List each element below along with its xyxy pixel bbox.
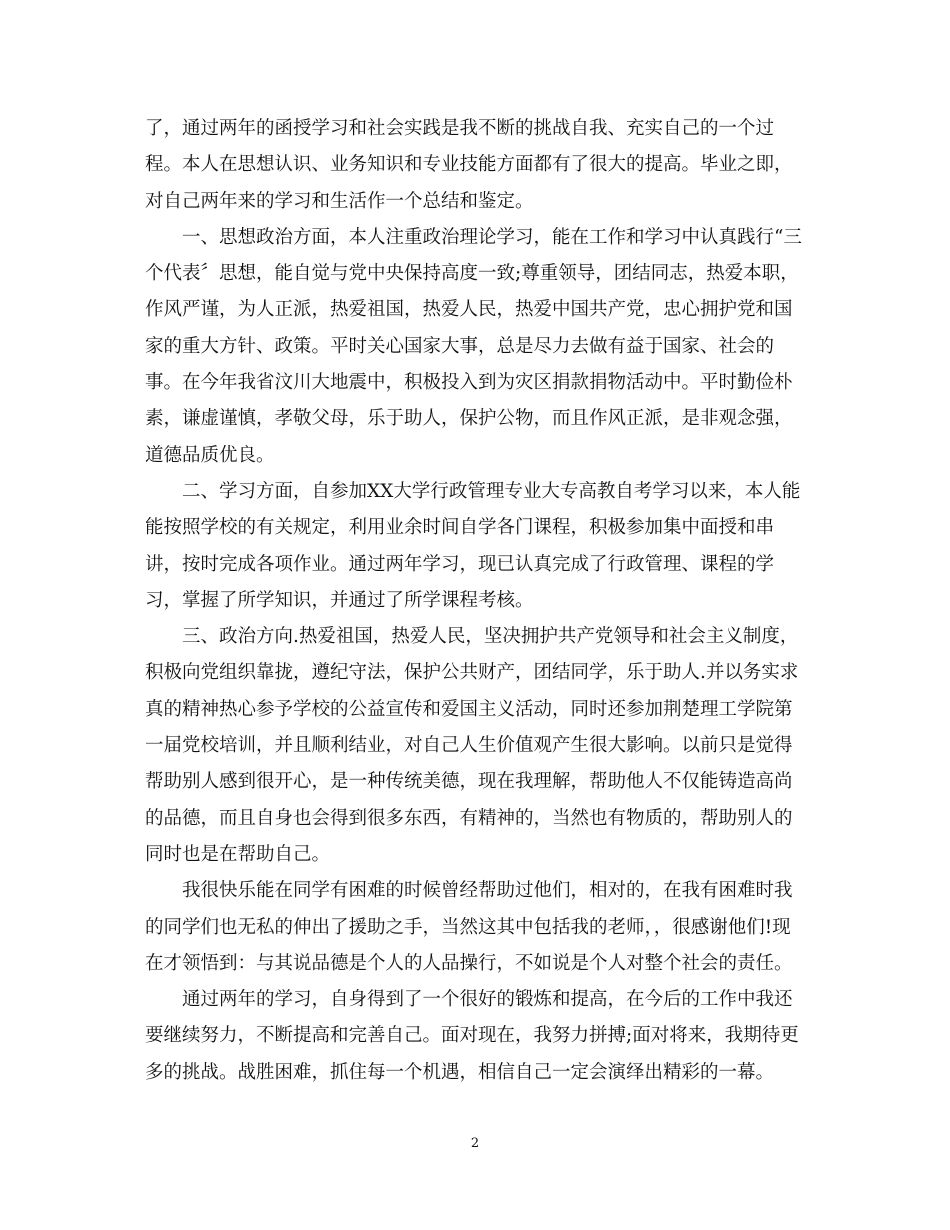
text-line: 一、思想政治方面，本人注重政治理论学习，能在工作和学习中认真践行“三 (145, 226, 802, 248)
text-line: 二、学习方面，自参加XX大学行政管理专业大专高教自考学习以来，本人能 (145, 480, 801, 502)
page-number: 2 (470, 1136, 480, 1151)
text-line: 的同学们也无私的伸出了援助之手，当然这其中包括我的老师，，很感谢他们!现 (145, 916, 791, 938)
text-line: 一届党校培训，并且顺利结业，对自己人生价值观产生很大影响。以前只是觉得 (145, 735, 793, 757)
text-line: 多的挑战。战胜困难，抓住每一个机遇，相信自己一定会演绎出精彩的一幕。 (145, 1061, 775, 1083)
body-text (145, 111, 805, 1091)
text-line: 帮助别人感到很开心，是一种传统美德，现在我理解，帮助他人不仅能铸造高尚 (145, 771, 793, 793)
text-line: 道德品质优良。 (145, 444, 275, 466)
text-line: 积极向党组织靠拢，遵纪守法，保护公共财产，团结同学，乐于助人.并以务实求 (145, 662, 799, 684)
text-line: 的品德，而且自身也会得到很多东西，有精神的，当然也有物质的，帮助别人的 (145, 807, 793, 829)
text-line: 了，通过两年的函授学习和社会实践是我不断的挑战自我、充实自己的一个过 (145, 118, 775, 139)
text-line: 同时也是在帮助自己。 (145, 843, 331, 865)
text-line: 作风严谨，为人正派，热爱祖国，热爱人民，热爱中国共产党，忠心拥护党和国 (145, 299, 793, 321)
text-line: 在才领悟到：与其说品德是个人的人品操行，不如说是个人对整个社会的责任。 (145, 952, 793, 974)
text-line: 对自己两年来的学习和生活作一个总结和鉴定。 (145, 190, 534, 212)
text-line: 通过两年的学习，自身得到了一个很好的锻炼和提高，在今后的工作中我还 (145, 989, 793, 1011)
text-line: 程。本人在思想认识、业务知识和专业技能方面都有了很大的提高。毕业之即， (145, 154, 793, 176)
text-line: 我很快乐能在同学有困难的时候曾经帮助过他们，相对的，在我有困难时我 (145, 880, 793, 902)
text-line: 习，掌握了所学知识，并通过了所学课程考核。 (145, 589, 534, 611)
text-line: 能按照学校的有关规定，利用业余时间自学各门课程，积极参加集中面授和串 (145, 517, 775, 539)
text-line: 个代表〞思想，能自觉与党中央保持高度一致;尊重领导，团结同志，热爱本职， (145, 263, 799, 285)
text-line: 要继续努力，不断提高和完善自己。面对现在，我努力拼搏;面对将来，我期待更 (145, 1025, 799, 1047)
text-line: 真的精神热心参予学校的公益宣传和爱国主义活动，同时还参加荆楚理工学院第 (145, 698, 793, 720)
text-line: 三、政治方向.热爱祖国，热爱人民，坚决拥护共产党领导和社会主义制度， (145, 626, 799, 648)
text-line: 素，谦虚谨慎，孝敬父母，乐于助人，保护公物，而且作风正派，是非观念强， (145, 408, 793, 430)
text-line: 家的重大方针、政策。平时关心国家大事，总是尽力去做有益于国家、社会的 (145, 335, 775, 357)
text-line: 讲，按时完成各项作业。通过两年学习，现已认真完成了行政管理、课程的学 (145, 553, 775, 575)
text-line: 事。在今年我省汶川大地震中，积极投入到为灾区捐款捐物活动中。平时勤俭朴 (145, 372, 793, 394)
